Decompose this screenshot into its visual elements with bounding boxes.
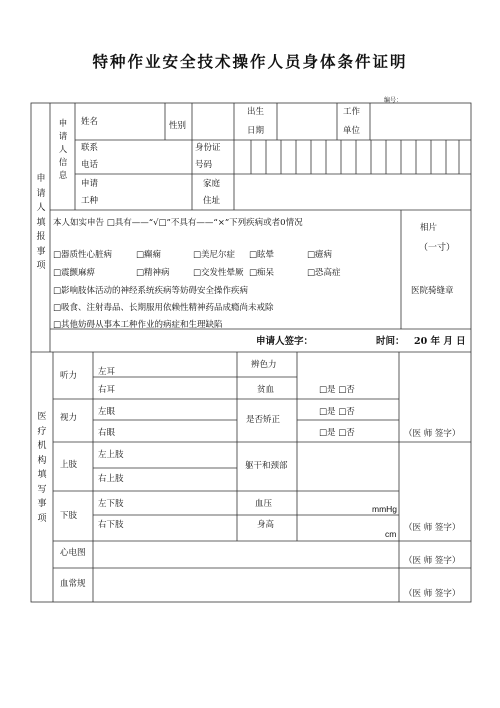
right-upper-limb-label: 右上肢 xyxy=(98,474,124,484)
contact-label-1: 联系 xyxy=(81,143,99,153)
bp-unit: mmHg xyxy=(372,504,398,514)
right-lower-limb-label: 右下肢 xyxy=(98,520,124,530)
photo-size: （一寸） xyxy=(419,243,456,253)
checkbox-vertigo[interactable]: □眩晕 xyxy=(249,250,275,260)
serial-number-label: 编号： xyxy=(384,97,403,104)
time-label: 时间： xyxy=(376,336,405,347)
work-label-2: 单位 xyxy=(343,126,361,136)
id-label-1: 身份证 xyxy=(195,143,221,153)
applicant-section-label: 申请人填报事项 xyxy=(36,174,46,271)
checkbox-parkinson[interactable]: □震颤麻痹 xyxy=(53,268,96,278)
medical-section-label: 医疗机构填写事项 xyxy=(37,412,47,524)
job-label-1: 申请 xyxy=(81,179,99,189)
anemia-options[interactable]: □是 □否 xyxy=(319,385,355,395)
corrected-options-left[interactable]: □是 □否 xyxy=(319,407,355,417)
ecg-label: 心电图 xyxy=(60,548,86,558)
checkbox-syncope[interactable]: □交发性晕厥 xyxy=(193,268,244,278)
blood-routine-label: 血常规 xyxy=(60,579,86,589)
declaration-text: 本人如实申告 □具有——“√□”不具有——“×”下列疾病或者0情况 xyxy=(53,218,303,228)
left-eye-label: 左眼 xyxy=(98,407,116,417)
home-label-1: 家庭 xyxy=(203,179,221,189)
gender-label: 性别 xyxy=(169,121,187,131)
checkbox-psychosis[interactable]: □精神病 xyxy=(136,268,170,278)
height-label: 身高 xyxy=(257,520,275,530)
photo-label: 相片 xyxy=(420,223,438,233)
page-title: 特种作业安全技术操作人员身体条件证明 xyxy=(92,52,408,71)
vision-label: 视力 xyxy=(60,413,78,423)
checkbox-drug-addiction[interactable]: □吸食、注射毒品、长期服用依赖性精神药品成瘾尚未戒除 xyxy=(53,303,274,313)
birth-label-1: 出生 xyxy=(247,107,265,117)
doctor-signature-3: （医 师 签字） xyxy=(404,556,461,566)
doctor-signature-2: （医 师 签字） xyxy=(404,523,461,533)
job-label-2: 工种 xyxy=(81,196,99,206)
checkbox-meniere[interactable]: □美尼尔症 xyxy=(193,250,236,260)
trunk-neck-label: 躯干和颈部 xyxy=(245,461,288,471)
color-vision-label: 辨色力 xyxy=(251,360,277,370)
doctor-signature-1: （医 师 签字） xyxy=(404,429,461,439)
date-field[interactable]: 20 年 月 日 xyxy=(414,336,466,347)
checkbox-neuro-disease[interactable]: □影响肢体活动的神经系统疾病等妨碍安全操作疾病 xyxy=(53,286,249,296)
corrected-label: 是否矫正 xyxy=(246,415,281,425)
home-label-2: 住址 xyxy=(203,196,221,206)
doctor-signature-4: （医 师 签字） xyxy=(404,589,461,599)
hospital-stamp-label: 医院骑缝章 xyxy=(411,286,454,296)
right-eye-label: 右眼 xyxy=(98,428,116,438)
lower-limb-label: 下肢 xyxy=(60,511,78,521)
applicant-info-label: 申请人信息 xyxy=(58,119,68,181)
anemia-label: 贫血 xyxy=(257,385,275,395)
left-lower-limb-label: 左下肢 xyxy=(98,499,124,509)
contact-label-2: 电话 xyxy=(81,160,99,170)
checkbox-other-defects[interactable]: □其他妨碍从事本工种作业的病症和生理缺陷 xyxy=(53,320,223,330)
hearing-label: 听力 xyxy=(60,371,78,381)
checkbox-acrophobia[interactable]: □恐高症 xyxy=(307,268,341,278)
checkbox-epilepsy[interactable]: □癫痫 xyxy=(136,250,162,260)
right-ear-label: 右耳 xyxy=(98,385,116,395)
blood-pressure-label: 血压 xyxy=(255,499,273,509)
applicant-signature-label: 申请人签字： xyxy=(256,336,314,347)
checkbox-heart-disease[interactable]: □器质性心脏病 xyxy=(53,250,113,260)
left-upper-limb-label: 左上肢 xyxy=(98,450,124,460)
work-label-1: 工作 xyxy=(343,107,361,117)
checkbox-dementia[interactable]: □痴呆 xyxy=(249,268,275,278)
id-label-2: 号码 xyxy=(195,160,213,170)
checkbox-hysteria[interactable]: □癔病 xyxy=(307,250,333,260)
corrected-options-right[interactable]: □是 □否 xyxy=(319,428,355,438)
left-ear-label: 左耳 xyxy=(98,367,116,377)
birth-label-2: 日期 xyxy=(247,126,265,136)
upper-limb-label: 上肢 xyxy=(60,460,78,470)
name-label: 姓名 xyxy=(81,117,99,127)
height-unit: cm xyxy=(385,529,397,539)
